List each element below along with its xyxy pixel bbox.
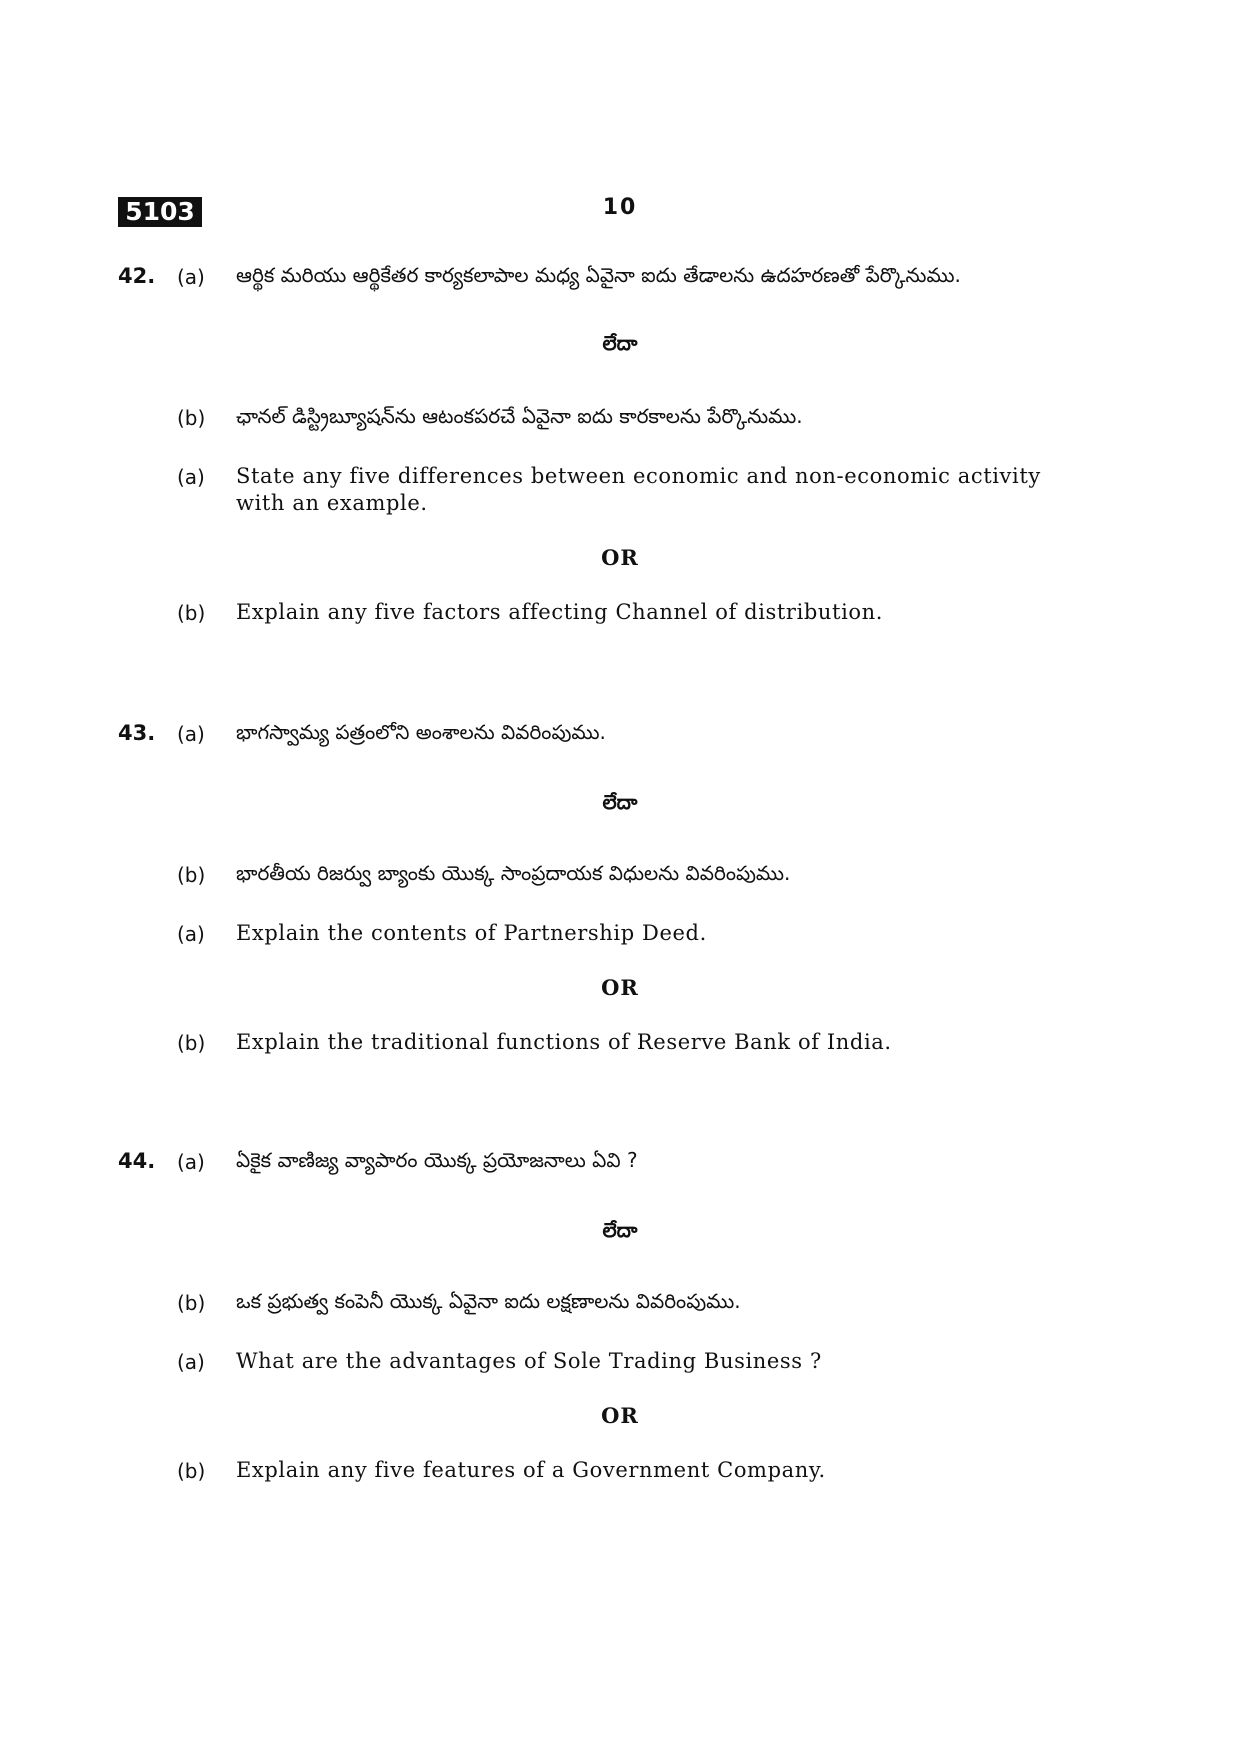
part-label-a: (a) (177, 265, 205, 289)
part-label-b: (b) (177, 406, 206, 430)
part-label-b: (b) (177, 1459, 206, 1483)
question-number: 43. (118, 721, 156, 745)
telugu-part-a: భాగస్వామ్య పత్రంలోని అంశాలను వివరింపుము. (236, 720, 606, 744)
english-part-a: Explain the contents of Partnership Deed. (236, 921, 707, 945)
part-label-b: (b) (177, 601, 206, 625)
telugu-or-separator: లేదా (602, 331, 638, 355)
part-label-a: (a) (177, 1350, 205, 1374)
part-label-a: (a) (177, 465, 205, 489)
english-part-b: Explain the traditional functions of Reserve Bank of India. (236, 1030, 892, 1054)
english-part-a: What are the advantages of Sole Trading Business ? (236, 1349, 822, 1373)
english-part-b: Explain any five features of a Government Company. (236, 1458, 826, 1482)
telugu-part-b: ఒక ప్రభుత్వ కంపెనీ యొక్క ఏవైనా ఐదు లక్షణాలను వివరింపుము. (236, 1289, 741, 1313)
telugu-part-a: ఏకైక వాణిజ్య వ్యాపారం యొక్క ప్రయోజనాలు ఏవి ? (236, 1148, 638, 1172)
english-or-separator: OR (601, 1403, 639, 1428)
telugu-or-separator: లేదా (602, 1218, 638, 1242)
part-label-b: (b) (177, 1291, 206, 1315)
english-or-separator: OR (601, 975, 639, 1000)
telugu-part-b: భారతీయ రిజర్వు బ్యాంకు యొక్క సాంప్రదాయక విధులను వివరింపుము. (236, 861, 791, 885)
english-part-a: State any five differences between economic and non-economic activity with an example. (236, 464, 1041, 515)
part-label-a: (a) (177, 722, 205, 746)
part-label-a: (a) (177, 1150, 205, 1174)
english-or-separator: OR (601, 545, 639, 570)
page-number: 10 (602, 195, 638, 220)
english-part-b: Explain any five factors affecting Channel of distribution. (236, 600, 884, 624)
part-label-a: (a) (177, 922, 205, 946)
telugu-part-b: ఛానల్ డిస్ట్రిబ్యూషన్‌ను ఆటంకపరచే ఏవైనా ఐదు కారకాలను పేర్కొనుము. (236, 404, 803, 428)
question-number: 42. (118, 264, 156, 288)
part-label-b: (b) (177, 863, 206, 887)
paper-code-badge: 5103 (118, 197, 202, 227)
question-number: 44. (118, 1149, 156, 1173)
telugu-part-a: ఆర్థిక మరియు ఆర్థికేతర కార్యకలాపాల మధ్య ఏవైనా ఐదు తేడాలను ఉదహరణతో పేర్కొనుము. (236, 263, 961, 287)
telugu-or-separator: లేదా (602, 790, 638, 814)
part-label-b: (b) (177, 1031, 206, 1055)
